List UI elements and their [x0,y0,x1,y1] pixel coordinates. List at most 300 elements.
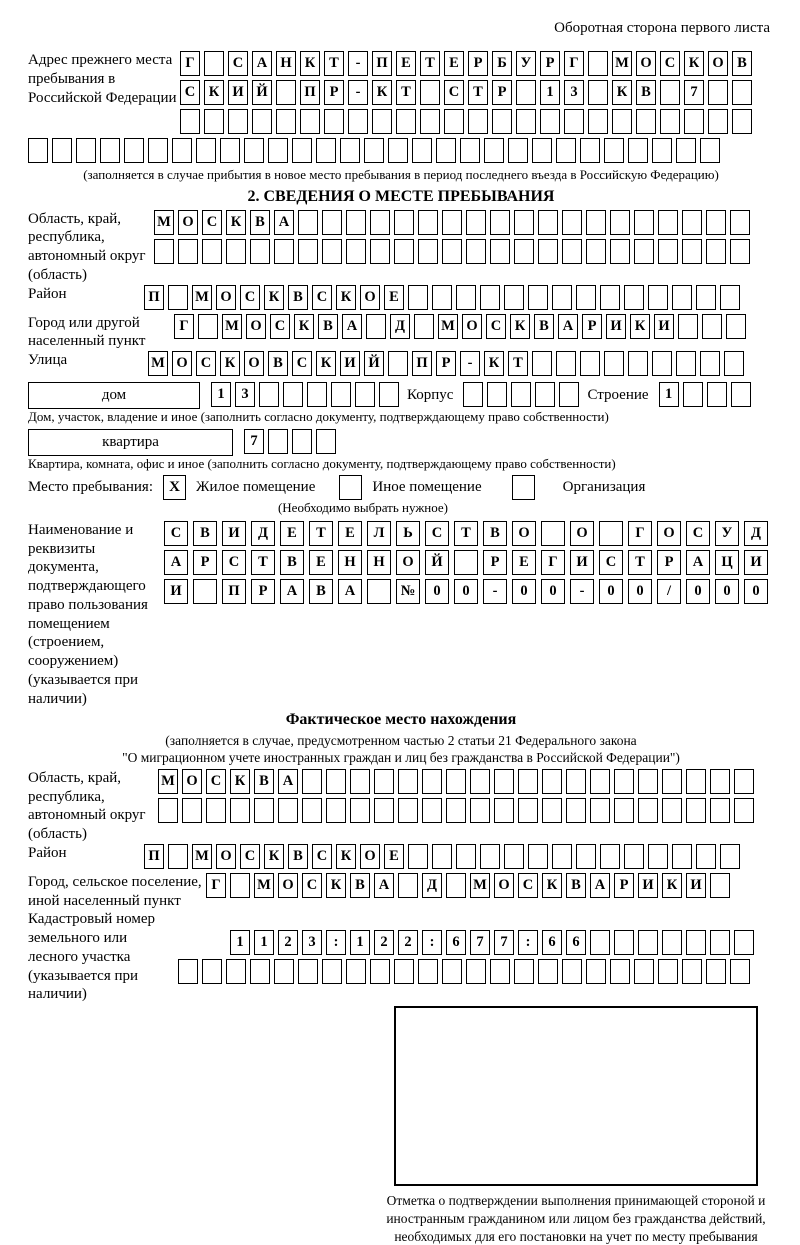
char-cell[interactable]: М [612,51,632,76]
char-cell[interactable]: О [216,844,236,869]
char-cell[interactable] [394,210,414,235]
char-cell[interactable]: О [708,51,728,76]
char-cell[interactable]: Е [396,51,416,76]
char-cell[interactable] [724,351,744,376]
char-cell[interactable]: А [374,873,394,898]
char-cell[interactable] [634,239,654,264]
char-cell[interactable]: В [318,314,338,339]
char-cell[interactable]: К [326,873,346,898]
char-cell[interactable] [442,959,462,984]
char-cell[interactable] [682,959,702,984]
char-cell[interactable]: 7 [684,80,704,105]
char-cell[interactable] [610,210,630,235]
char-cell[interactable] [610,959,630,984]
char-cell[interactable] [494,798,514,823]
char-cell[interactable] [588,80,608,105]
char-cell[interactable]: Е [309,550,333,575]
char-cell[interactable]: 7 [494,930,514,955]
char-cell[interactable]: В [288,285,308,310]
char-cell[interactable] [178,239,198,264]
char-cell[interactable] [196,138,216,163]
char-cell[interactable]: 0 [599,579,623,604]
char-cell[interactable] [580,138,600,163]
char-cell[interactable]: В [288,844,308,869]
char-cell[interactable] [331,382,351,407]
char-cell[interactable] [350,769,370,794]
char-cell[interactable] [492,109,512,134]
char-cell[interactable] [274,959,294,984]
char-cell[interactable]: 7 [470,930,490,955]
char-cell[interactable] [420,109,440,134]
char-cell[interactable]: 3 [302,930,322,955]
char-cell[interactable]: И [744,550,768,575]
char-cell[interactable] [398,873,418,898]
char-cell[interactable] [124,138,144,163]
char-cell[interactable] [414,314,434,339]
char-cell[interactable]: 1 [350,930,370,955]
char-cell[interactable]: В [309,579,333,604]
char-cell[interactable]: В [193,521,217,546]
char-cell[interactable] [700,138,720,163]
char-cell[interactable]: И [228,80,248,105]
char-cell[interactable] [576,285,596,310]
char-cell[interactable] [552,285,572,310]
char-cell[interactable]: Р [582,314,602,339]
char-cell[interactable]: Р [492,80,512,105]
char-cell[interactable] [676,138,696,163]
char-cell[interactable] [514,210,534,235]
char-cell[interactable] [494,769,514,794]
char-cell[interactable] [180,109,200,134]
char-cell[interactable]: М [470,873,490,898]
char-cell[interactable] [590,930,610,955]
char-cell[interactable] [672,844,692,869]
char-cell[interactable]: Т [468,80,488,105]
char-cell[interactable]: Р [193,550,217,575]
char-cell[interactable] [658,959,678,984]
char-cell[interactable] [76,138,96,163]
char-cell[interactable] [412,138,432,163]
char-cell[interactable] [706,210,726,235]
char-cell[interactable] [730,239,750,264]
char-cell[interactable] [528,844,548,869]
char-cell[interactable] [634,210,654,235]
char-cell[interactable] [418,210,438,235]
char-cell[interactable]: 3 [235,382,255,407]
char-cell[interactable] [706,959,726,984]
char-cell[interactable]: 6 [566,930,586,955]
char-cell[interactable] [168,285,188,310]
char-cell[interactable] [600,285,620,310]
char-cell[interactable] [268,429,288,454]
char-cell[interactable] [732,109,752,134]
char-cell[interactable] [398,798,418,823]
char-cell[interactable]: 0 [715,579,739,604]
char-cell[interactable]: Т [454,521,478,546]
char-cell[interactable] [532,351,552,376]
char-cell[interactable]: 1 [211,382,231,407]
char-cell[interactable] [454,550,478,575]
char-cell[interactable]: С [312,285,332,310]
char-cell[interactable]: И [686,873,706,898]
char-cell[interactable] [518,798,538,823]
char-cell[interactable]: П [372,51,392,76]
char-cell[interactable] [350,798,370,823]
char-cell[interactable]: М [158,769,178,794]
char-cell[interactable] [566,798,586,823]
char-cell[interactable]: А [342,314,362,339]
char-cell[interactable]: В [483,521,507,546]
char-cell[interactable] [408,285,428,310]
char-cell[interactable]: С [599,550,623,575]
char-cell[interactable]: К [220,351,240,376]
char-cell[interactable] [446,873,466,898]
char-cell[interactable]: П [222,579,246,604]
char-cell[interactable]: 2 [374,930,394,955]
char-cell[interactable] [734,930,754,955]
char-cell[interactable] [636,109,656,134]
char-cell[interactable]: К [264,285,284,310]
char-cell[interactable] [528,285,548,310]
char-cell[interactable]: В [280,550,304,575]
char-cell[interactable] [614,769,634,794]
char-cell[interactable] [662,769,682,794]
char-cell[interactable] [470,798,490,823]
char-cell[interactable]: А [590,873,610,898]
char-cell[interactable] [700,351,720,376]
char-cell[interactable]: Р [251,579,275,604]
char-cell[interactable]: С [686,521,710,546]
char-cell[interactable]: К [204,80,224,105]
char-cell[interactable]: : [326,930,346,955]
char-cell[interactable] [648,844,668,869]
char-cell[interactable] [648,285,668,310]
char-cell[interactable] [638,930,658,955]
char-cell[interactable] [682,210,702,235]
char-cell[interactable] [398,769,418,794]
char-cell[interactable]: М [254,873,274,898]
char-cell[interactable] [586,210,606,235]
char-cell[interactable] [322,959,342,984]
char-cell[interactable]: Н [338,550,362,575]
char-cell[interactable] [586,239,606,264]
char-cell[interactable]: Б [492,51,512,76]
char-cell[interactable] [298,210,318,235]
char-cell[interactable] [624,285,644,310]
char-cell[interactable]: Г [628,521,652,546]
char-cell[interactable] [504,285,524,310]
char-cell[interactable] [604,138,624,163]
char-cell[interactable] [580,351,600,376]
char-cell[interactable] [638,769,658,794]
char-cell[interactable] [226,239,246,264]
char-cell[interactable]: А [252,51,272,76]
char-cell[interactable]: С [240,285,260,310]
char-cell[interactable] [178,959,198,984]
char-cell[interactable] [612,109,632,134]
char-cell[interactable]: С [660,51,680,76]
char-cell[interactable] [734,769,754,794]
char-cell[interactable]: С [196,351,216,376]
char-cell[interactable]: У [715,521,739,546]
char-cell[interactable]: К [510,314,530,339]
char-cell[interactable] [355,382,375,407]
char-cell[interactable] [610,239,630,264]
char-cell[interactable] [422,769,442,794]
char-cell[interactable] [298,239,318,264]
char-cell[interactable] [370,239,390,264]
char-cell[interactable]: М [154,210,174,235]
char-cell[interactable]: Й [364,351,384,376]
char-cell[interactable] [732,80,752,105]
char-cell[interactable] [614,930,634,955]
char-cell[interactable]: 6 [542,930,562,955]
char-cell[interactable] [346,210,366,235]
char-cell[interactable]: К [294,314,314,339]
char-cell[interactable]: К [300,51,320,76]
char-cell[interactable]: С [518,873,538,898]
char-cell[interactable] [480,285,500,310]
char-cell[interactable] [487,382,507,407]
char-cell[interactable]: Т [251,550,275,575]
char-cell[interactable] [346,239,366,264]
char-cell[interactable] [624,844,644,869]
char-cell[interactable]: Т [324,51,344,76]
char-cell[interactable]: 1 [659,382,679,407]
char-cell[interactable]: С [302,873,322,898]
char-cell[interactable] [696,285,716,310]
char-cell[interactable]: Г [174,314,194,339]
char-cell[interactable]: 0 [512,579,536,604]
char-cell[interactable]: К [264,844,284,869]
stay-type-checkbox-organization[interactable] [512,475,535,500]
char-cell[interactable] [562,959,582,984]
char-cell[interactable] [708,109,728,134]
char-cell[interactable]: 1 [230,930,250,955]
char-cell[interactable]: Р [468,51,488,76]
char-cell[interactable] [490,959,510,984]
char-cell[interactable]: Д [422,873,442,898]
char-cell[interactable]: Л [367,521,391,546]
char-cell[interactable]: А [278,769,298,794]
char-cell[interactable] [532,138,552,163]
char-cell[interactable] [370,959,390,984]
stay-type-checkbox-residential[interactable]: X [163,475,186,500]
char-cell[interactable]: Й [252,80,272,105]
char-cell[interactable] [676,351,696,376]
char-cell[interactable] [734,798,754,823]
char-cell[interactable]: 1 [254,930,274,955]
char-cell[interactable]: Е [384,844,404,869]
char-cell[interactable] [542,798,562,823]
char-cell[interactable]: С [228,51,248,76]
char-cell[interactable] [374,769,394,794]
char-cell[interactable]: М [192,285,212,310]
char-cell[interactable]: Р [614,873,634,898]
char-cell[interactable]: О [494,873,514,898]
char-cell[interactable]: - [570,579,594,604]
char-cell[interactable]: П [412,351,432,376]
char-cell[interactable] [678,314,698,339]
char-cell[interactable] [590,769,610,794]
char-cell[interactable] [460,138,480,163]
char-cell[interactable]: С [312,844,332,869]
char-cell[interactable]: К [372,80,392,105]
char-cell[interactable] [316,138,336,163]
char-cell[interactable]: О [278,873,298,898]
char-cell[interactable] [614,798,634,823]
char-cell[interactable] [254,798,274,823]
char-cell[interactable] [710,930,730,955]
char-cell[interactable] [252,109,272,134]
char-cell[interactable]: И [340,351,360,376]
char-cell[interactable] [276,80,296,105]
char-cell[interactable]: Г [541,550,565,575]
char-cell[interactable] [490,239,510,264]
char-cell[interactable]: 1 [540,80,560,105]
char-cell[interactable] [432,285,452,310]
char-cell[interactable]: В [732,51,752,76]
char-cell[interactable]: Р [483,550,507,575]
char-cell[interactable] [726,314,746,339]
char-cell[interactable] [250,239,270,264]
char-cell[interactable]: О [246,314,266,339]
char-cell[interactable] [604,351,624,376]
char-cell[interactable] [490,210,510,235]
char-cell[interactable] [511,382,531,407]
char-cell[interactable]: О [636,51,656,76]
char-cell[interactable] [660,109,680,134]
char-cell[interactable] [562,239,582,264]
char-cell[interactable] [220,138,240,163]
char-cell[interactable] [463,382,483,407]
char-cell[interactable] [388,138,408,163]
char-cell[interactable]: С [240,844,260,869]
char-cell[interactable] [720,285,740,310]
char-cell[interactable] [682,239,702,264]
char-cell[interactable]: В [534,314,554,339]
char-cell[interactable] [436,138,456,163]
char-cell[interactable]: М [222,314,242,339]
char-cell[interactable]: С [444,80,464,105]
char-cell[interactable] [302,798,322,823]
char-cell[interactable]: А [338,579,362,604]
char-cell[interactable]: К [630,314,650,339]
char-cell[interactable] [686,930,706,955]
char-cell[interactable]: 0 [425,579,449,604]
char-cell[interactable]: М [192,844,212,869]
char-cell[interactable] [442,239,462,264]
char-cell[interactable]: В [250,210,270,235]
char-cell[interactable]: Й [425,550,449,575]
char-cell[interactable]: В [350,873,370,898]
char-cell[interactable]: Г [564,51,584,76]
char-cell[interactable]: Т [628,550,652,575]
char-cell[interactable]: И [164,579,188,604]
char-cell[interactable] [307,382,327,407]
char-cell[interactable]: А [280,579,304,604]
char-cell[interactable] [702,314,722,339]
char-cell[interactable] [662,930,682,955]
char-cell[interactable] [172,138,192,163]
char-cell[interactable] [322,210,342,235]
char-cell[interactable]: В [268,351,288,376]
char-cell[interactable] [340,138,360,163]
char-cell[interactable] [292,429,312,454]
char-cell[interactable]: О [512,521,536,546]
char-cell[interactable] [100,138,120,163]
char-cell[interactable]: С [202,210,222,235]
char-cell[interactable] [731,382,751,407]
char-cell[interactable]: Е [384,285,404,310]
char-cell[interactable] [535,382,555,407]
char-cell[interactable] [634,959,654,984]
char-cell[interactable] [379,382,399,407]
char-cell[interactable] [541,521,565,546]
char-cell[interactable] [516,109,536,134]
char-cell[interactable] [193,579,217,604]
char-cell[interactable] [710,798,730,823]
char-cell[interactable] [516,80,536,105]
char-cell[interactable]: К [662,873,682,898]
char-cell[interactable] [268,138,288,163]
char-cell[interactable] [408,844,428,869]
char-cell[interactable] [730,959,750,984]
char-cell[interactable] [686,769,706,794]
char-cell[interactable] [652,351,672,376]
char-cell[interactable] [514,239,534,264]
char-cell[interactable]: Ц [715,550,739,575]
char-cell[interactable]: 0 [686,579,710,604]
char-cell[interactable]: - [348,51,368,76]
char-cell[interactable] [158,798,178,823]
char-cell[interactable] [52,138,72,163]
char-cell[interactable]: Г [206,873,226,898]
char-cell[interactable] [168,844,188,869]
char-cell[interactable]: О [178,210,198,235]
char-cell[interactable]: Е [338,521,362,546]
char-cell[interactable] [684,109,704,134]
char-cell[interactable]: О [216,285,236,310]
char-cell[interactable] [204,109,224,134]
char-cell[interactable]: А [274,210,294,235]
char-cell[interactable] [707,382,727,407]
stay-type-checkbox-other[interactable] [339,475,362,500]
char-cell[interactable] [538,210,558,235]
char-cell[interactable]: И [654,314,674,339]
char-cell[interactable]: Т [396,80,416,105]
char-cell[interactable]: П [300,80,320,105]
char-cell[interactable] [683,382,703,407]
char-cell[interactable]: : [422,930,442,955]
char-cell[interactable]: Р [540,51,560,76]
char-cell[interactable]: Д [251,521,275,546]
char-cell[interactable] [672,285,692,310]
char-cell[interactable] [686,798,706,823]
char-cell[interactable] [466,239,486,264]
char-cell[interactable] [658,210,678,235]
char-cell[interactable] [556,351,576,376]
char-cell[interactable] [148,138,168,163]
char-cell[interactable] [250,959,270,984]
char-cell[interactable]: М [438,314,458,339]
char-cell[interactable]: А [164,550,188,575]
char-cell[interactable] [370,210,390,235]
char-cell[interactable] [420,80,440,105]
char-cell[interactable] [202,959,222,984]
char-cell[interactable] [202,239,222,264]
char-cell[interactable] [154,239,174,264]
